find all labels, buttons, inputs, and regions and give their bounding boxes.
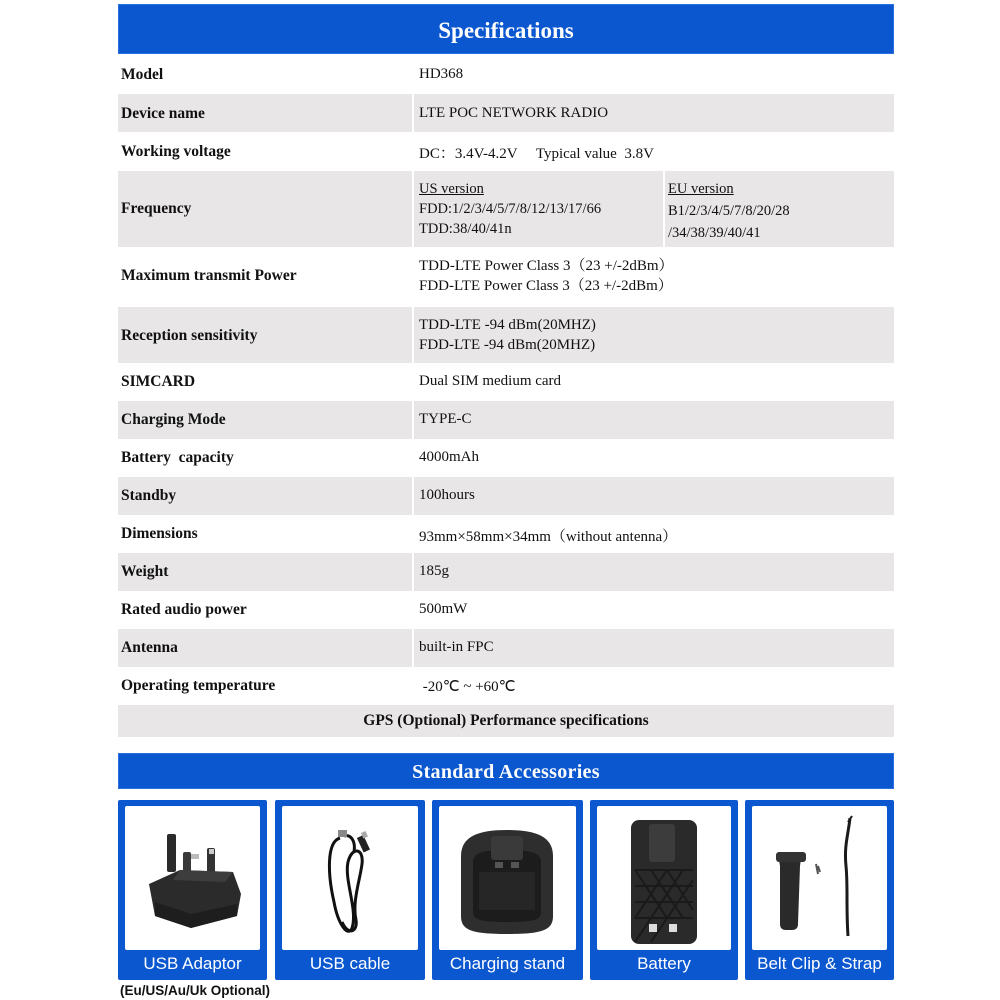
spec-row-rated-audio-power: [118, 591, 894, 629]
spec-value: TYPE-C: [419, 411, 472, 427]
specifications-title: Specifications: [438, 18, 574, 43]
accessories-banner: [118, 753, 894, 789]
usb-cable-image: [282, 806, 418, 950]
accessory-card-battery: [590, 800, 738, 980]
spec-value: DC：3.4V-4.2V Typical value 3.8V: [419, 146, 654, 162]
accessory-label: USB cable: [309, 954, 391, 973]
spec-row-device-name: [118, 94, 894, 132]
tdd-power: TDD-LTE Power Class 3（23 +/-2dBm）: [419, 258, 674, 274]
accessories-grid: [118, 800, 894, 980]
us-version-heading: US version: [419, 181, 484, 197]
spec-row-model: [118, 56, 894, 94]
spec-value: -20℃ ~ +60℃: [419, 679, 516, 695]
charging-stand-image: [439, 806, 576, 950]
spec-row-battery-capacity: [118, 439, 894, 477]
column-divider: [412, 629, 414, 667]
us-tdd-bands: TDD:38/40/41n: [419, 221, 512, 237]
spec-label: Rated audio power: [121, 601, 247, 618]
spec-value: 93mm×58mm×34mm（without antenna）: [419, 529, 678, 545]
us-fdd-bands: FDD:1/2/3/4/5/7/8/12/13/17/66: [419, 201, 602, 217]
battery-image: [597, 806, 731, 950]
accessory-label: Belt Clip & Strap: [757, 954, 882, 973]
usb-adaptor-image: [125, 806, 260, 950]
belt-clip-strap-image: [752, 806, 887, 950]
spec-row-antenna: [118, 629, 894, 667]
spec-label: Battery capacity: [121, 449, 234, 466]
spec-value: LTE POC NETWORK RADIO: [419, 105, 609, 121]
spec-row-max-transmit-power: [118, 247, 894, 307]
column-divider: [663, 171, 665, 247]
spec-value: 185g: [419, 563, 449, 579]
accessory-label: Charging stand: [449, 954, 566, 973]
fdd-power: FDD-LTE Power Class 3（23 +/-2dBm）: [419, 278, 673, 294]
spec-row-frequency: [118, 171, 894, 247]
gps-heading: GPS (Optional) Performance specifications: [363, 712, 649, 729]
adaptor-optional-note: (Eu/US/Au/Uk Optional): [120, 983, 270, 998]
spec-row-standby: [118, 477, 894, 515]
spec-label: Operating temperature: [121, 677, 276, 694]
spec-label: Working voltage: [121, 143, 231, 160]
spec-label: Maximum transmit Power: [121, 267, 297, 284]
column-divider: [412, 307, 414, 363]
spec-value: 100hours: [419, 487, 475, 503]
spec-label: Device name: [121, 105, 205, 122]
accessory-card-usb-cable: [275, 800, 425, 980]
eu-bands-2: /34/38/39/40/41: [668, 225, 761, 241]
tdd-sensitivity: TDD-LTE -94 dBm(20MHZ): [419, 317, 596, 333]
spec-row-working-voltage: [118, 132, 894, 171]
accessory-label: Battery: [637, 954, 691, 973]
spec-label: Dimensions: [121, 525, 198, 542]
spec-value: Dual SIM medium card: [419, 373, 562, 389]
spec-label: Reception sensitivity: [121, 327, 258, 344]
column-divider: [412, 553, 414, 591]
spec-value: built-in FPC: [419, 639, 494, 655]
column-divider: [412, 171, 414, 247]
spec-table: [118, 56, 894, 737]
column-divider: [412, 477, 414, 515]
spec-value: 4000mAh: [419, 449, 479, 465]
spec-value: HD368: [419, 66, 464, 82]
accessories-title: Standard Accessories: [412, 761, 600, 783]
spec-row-simcard: [118, 363, 894, 401]
spec-label: Model: [121, 66, 164, 83]
frequency-us: [419, 179, 601, 239]
spec-value: [419, 315, 596, 355]
spec-row-dimensions: [118, 515, 894, 553]
accessory-label: USB Adaptor: [143, 954, 242, 973]
spec-value: 500mW: [419, 601, 468, 617]
spec-label: Antenna: [121, 639, 178, 656]
spec-row-operating-temperature: [118, 667, 894, 705]
spec-label: Frequency: [121, 200, 192, 217]
eu-version-heading: EU version: [668, 181, 734, 197]
accessory-card-usb-adaptor: [118, 800, 267, 980]
spec-label: Weight: [121, 563, 169, 580]
frequency-eu: [668, 178, 790, 244]
column-divider: [412, 401, 414, 439]
spec-label: Charging Mode: [121, 411, 226, 428]
spec-row-charging-mode: [118, 401, 894, 439]
spec-row-weight: [118, 553, 894, 591]
accessory-card-belt-clip-strap: [745, 800, 894, 980]
spec-value: [419, 256, 674, 296]
accessory-card-charging-stand: [432, 800, 583, 980]
column-divider: [412, 94, 414, 132]
spec-label: Standby: [121, 487, 177, 504]
spec-label: SIMCARD: [121, 373, 196, 390]
eu-bands-1: B1/2/3/4/5/7/8/20/28: [668, 203, 790, 219]
spec-row-reception-sensitivity: [118, 307, 894, 363]
gps-section-row: [118, 705, 894, 737]
fdd-sensitivity: FDD-LTE -94 dBm(20MHZ): [419, 337, 596, 353]
specifications-banner: [118, 4, 894, 54]
